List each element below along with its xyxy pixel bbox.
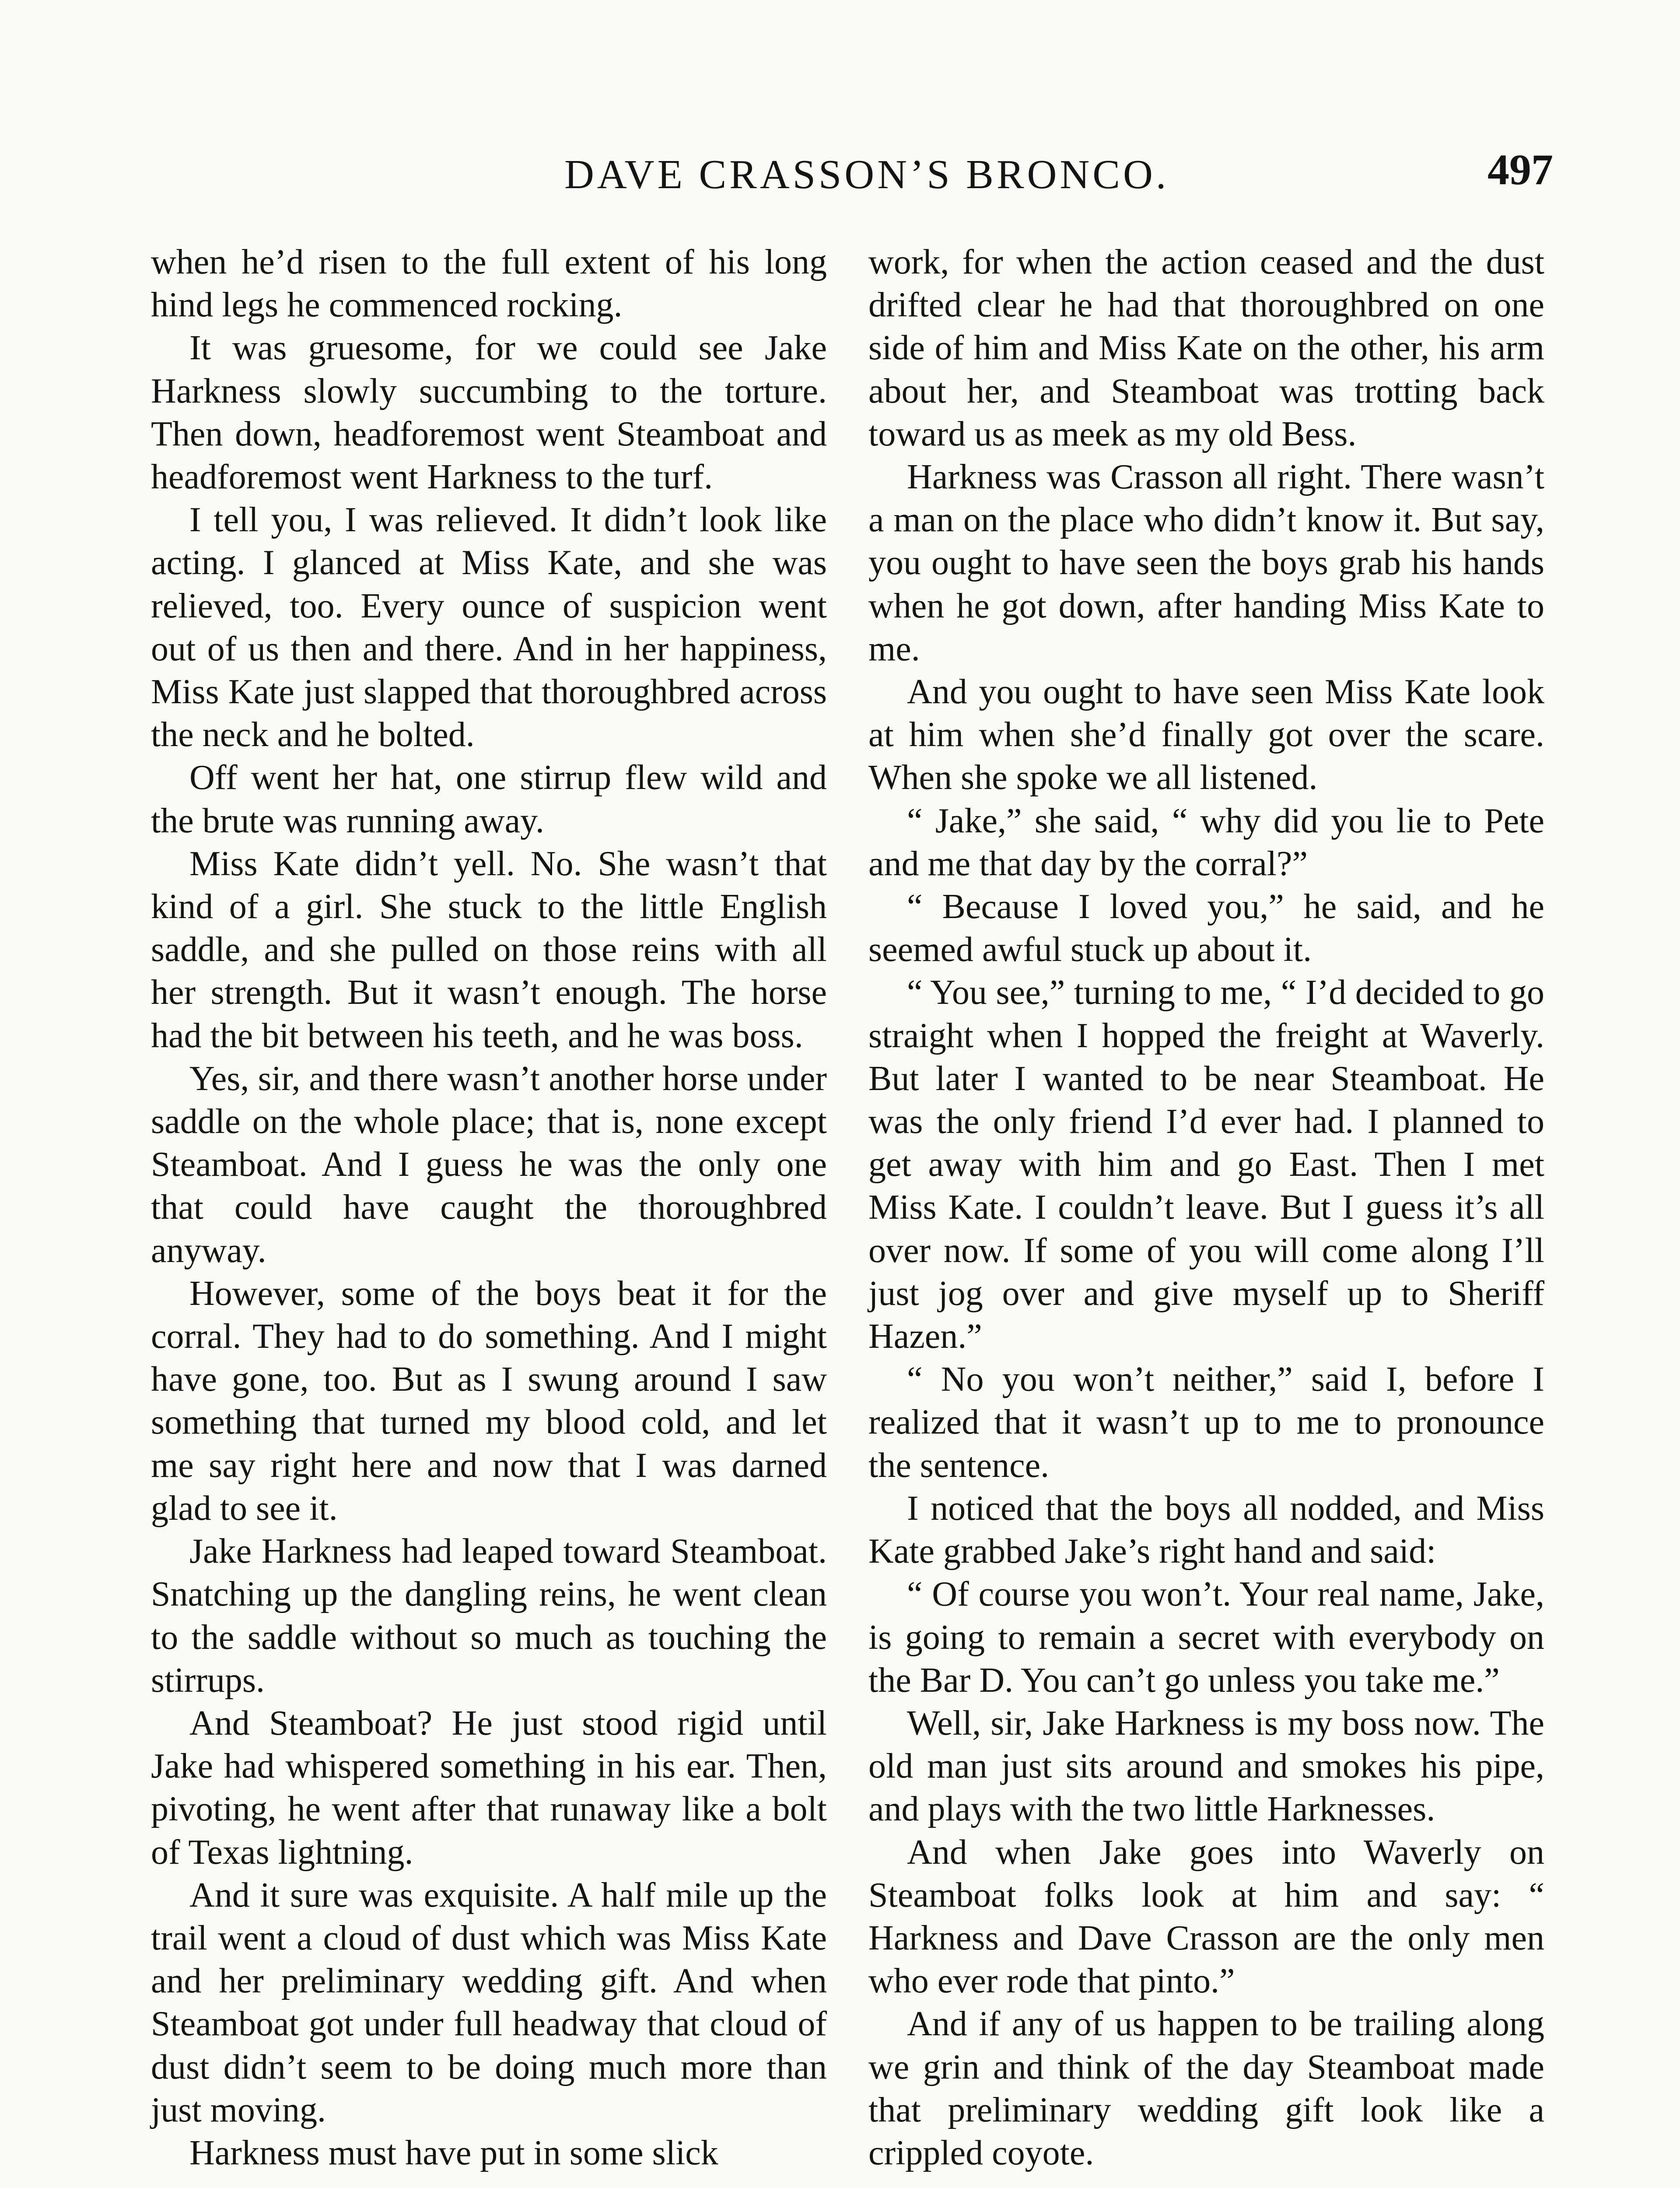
left-column: [151, 241, 827, 2174]
paragraph: Yes, sir, and there wasn’t another horse under saddle on the whole place; that is, none except Steamboat. And I guess he was the only one that could have caught the thoroughbred anyway.: [151, 1059, 827, 1270]
paragraph: And you ought to have seen Miss Kate look at him when she’d finally got over the scare. When she spoke we all listened.: [868, 673, 1544, 797]
page-title: DAVE CRASSON’S BRONCO.: [564, 152, 1169, 197]
paragraph: “ Of course you won’t. Your real name, Jake, is going to remain a secret with everybody on the Bar D. You can’t go unless you take me.”: [868, 1575, 1544, 1700]
paragraph: when he’d risen to the full extent of his long hind legs he commenced rocking.: [151, 243, 827, 325]
paragraph: And Steamboat? He just stood rigid until Jake had whispered something in his ear. Then, pivoting, he went after that runaway like a bolt of Texas lightning.: [151, 1704, 827, 1872]
paragraph: And when Jake goes into Waverly on Steamboat folks look at him and say: “ Harkness and Dave Crasson are the only men who ever rode that pinto.”: [868, 1833, 1544, 2001]
right-column: [868, 241, 1544, 2174]
paragraph: Harkness must have put in some slick: [189, 2133, 718, 2172]
paragraph: It was gruesome, for we could see Jake Harkness slowly succumbing to the torture. Then down, headforemost went Steamboat and headforemost went Harkness to the turf.: [151, 329, 827, 497]
paragraph: I tell you, I was relieved. It didn’t look like acting. I glanced at Miss Kate, and she was relieved, too. Every ounce of suspicion went out of us then and there. And in her happiness, Miss Kate just slapped that thoroughbred across the neck and he bolted.: [151, 501, 827, 754]
page-number: 497: [1488, 145, 1553, 194]
paragraph: “ Jake,” she said, “ why did you lie to Pete and me that day by the corral?”: [868, 801, 1544, 883]
paragraph: Miss Kate didn’t yell. No. She wasn’t that kind of a girl. She stuck to the little English saddle, and she pulled on those reins with all her strength. But it wasn’t enough. The horse had the bit between his teeth, and he was boss.: [151, 844, 827, 1055]
paragraph: “ No you won’t neither,” said I, before I realized that it wasn’t up to me to pronounce the sentence.: [868, 1360, 1544, 1485]
paragraph: However, some of the boys beat it for the corral. They had to do something. And I might have gone, too. But as I swung around I saw something that turned my blood cold, and let me say right here and now that I was darned glad to see it.: [151, 1274, 827, 1528]
paragraph: Harkness was Crasson all right. There wasn’t a man on the place who didn’t know it. But say, you ought to have seen the boys grab his hands when he got down, after handing Miss Kate to me.: [868, 458, 1544, 668]
paragraph: Off went her hat, one stirrup flew wild and the brute was running away.: [151, 758, 827, 840]
paragraph: work, for when the action ceased and the dust drifted clear he had that thoroughbred on one side of him and Miss Kate on the other, his arm about her, and Steamboat was trotting back toward us as meek as my old Bess.: [868, 243, 1544, 453]
paragraph: “ Because I loved you,” he said, and he seemed awful stuck up about it.: [868, 887, 1544, 969]
paragraph: And it sure was exquisite. A half mile up the trail went a cloud of dust which was Miss Kate and her preliminary wedding gift. And when Steamboat got under full headway that cloud of dust didn’t seem to be doing much more than just moving.: [151, 1876, 827, 2129]
paragraph: I noticed that the boys all nodded, and Miss Kate grabbed Jake’s right hand and said:: [868, 1489, 1544, 1571]
paragraph: Jake Harkness had leaped toward Steamboat. Snatching up the dangling reins, he went clean to the saddle without so much as touching the stirrups.: [151, 1532, 827, 1700]
paragraph: Well, sir, Jake Harkness is my boss now. The old man just sits around and smokes his pipe, and plays with the two little Harknesses.: [868, 1704, 1544, 1829]
paragraph: And if any of us happen to be trailing along we grin and think of the day Steamboat made that preliminary wedding gift look like a crippled coyote.: [868, 2005, 1544, 2172]
paragraph: “ You see,” turning to me, “ I’d decided to go straight when I hopped the freight at Waverly. But later I wanted to be near Steamboat. He was the only friend I’d ever had. I planned to get away with him and go East. Then I met Miss Kate. I couldn’t leave. But I guess it’s all over now. If some of you will come along I’ll just jog over and give myself up to Sheriff Hazen.”: [868, 973, 1544, 1356]
